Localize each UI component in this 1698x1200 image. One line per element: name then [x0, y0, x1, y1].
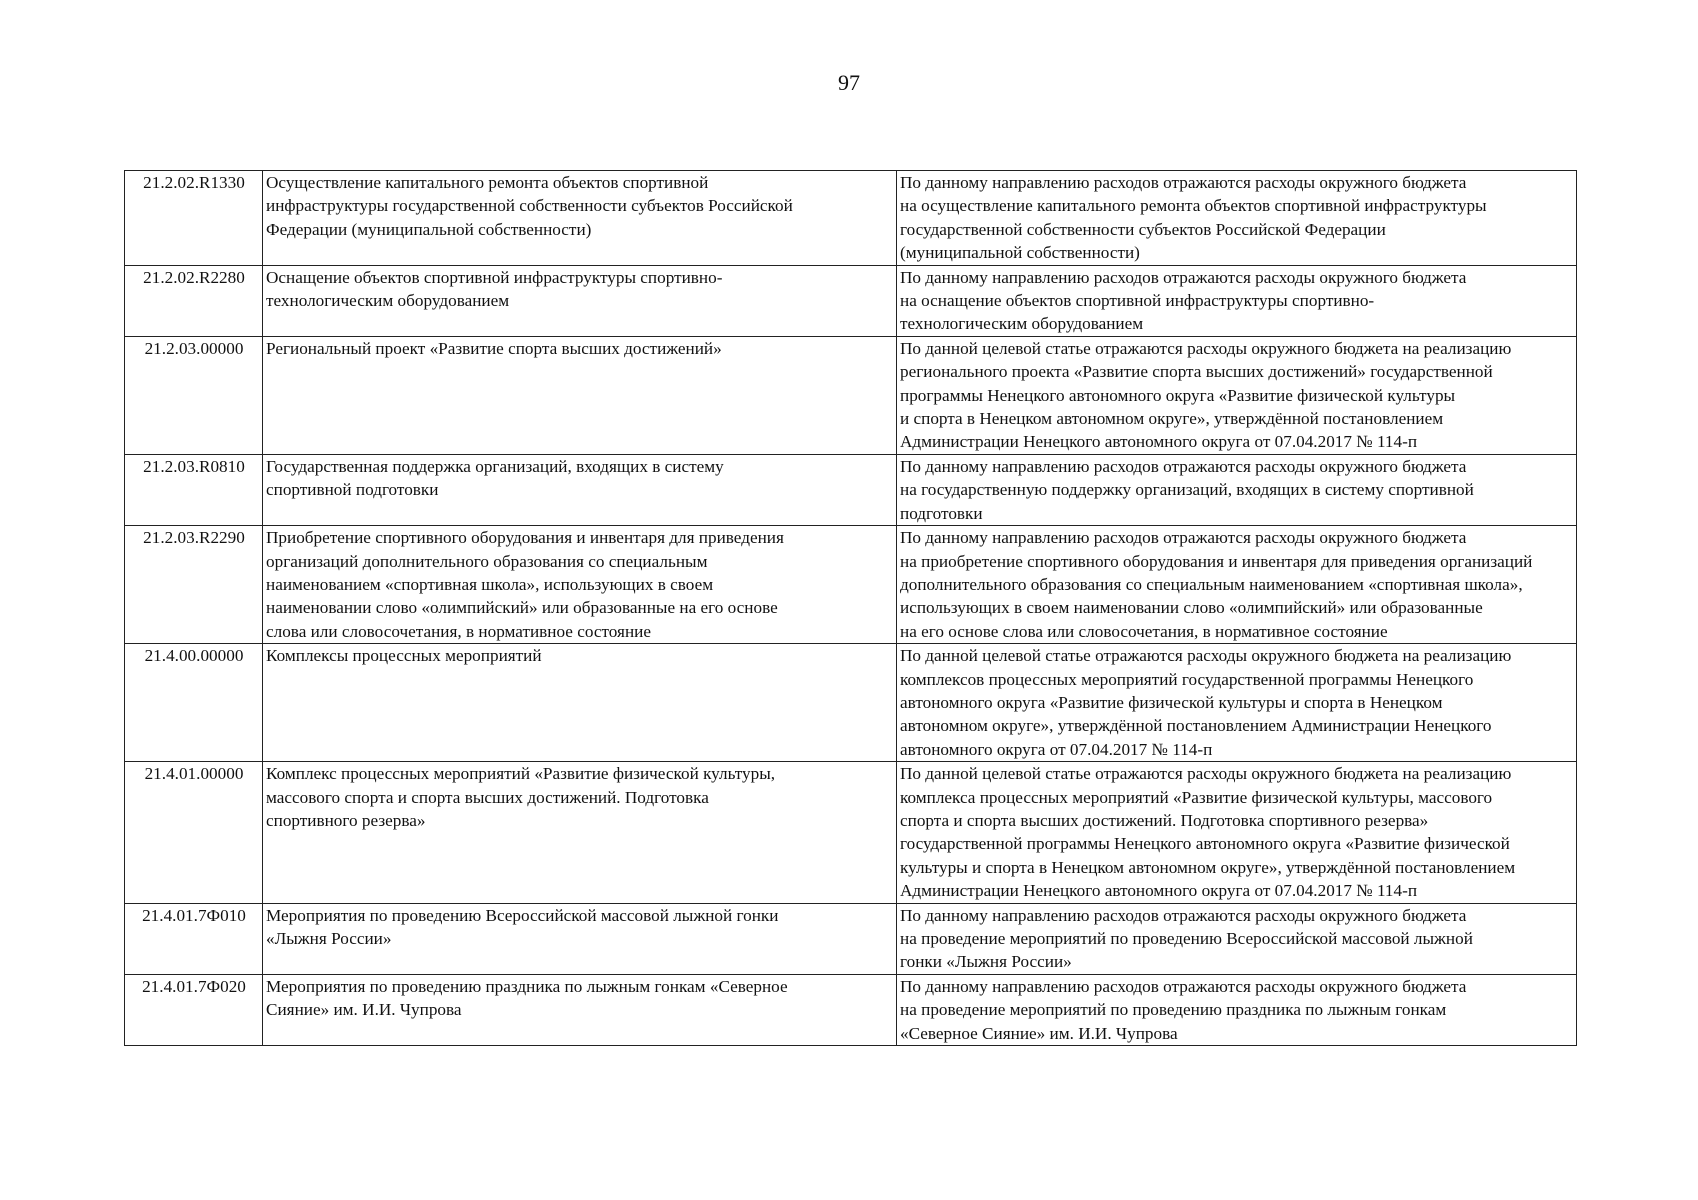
target-article-code: 21.2.02.R2280 — [125, 265, 263, 336]
target-article-code: 21.4.01.7Ф020 — [125, 974, 263, 1045]
target-article-description: По данному направлению расходов отражаются расходы окружного бюджета на осуществление капитального ремонта объектов спортивной инфраструктуры государственной собственности субъектов Российской Федерации (муниципальной собственности) — [897, 171, 1577, 266]
target-article-name: Оснащение объектов спортивной инфраструктуры спортивно- технологическим оборудованием — [263, 265, 897, 336]
table-row — [125, 644, 1577, 762]
target-article-code: 21.2.03.R2290 — [125, 526, 263, 644]
target-article-code: 21.4.01.7Ф010 — [125, 903, 263, 974]
target-article-description: По данному направлению расходов отражаются расходы окружного бюджета на проведение мероприятий по проведению праздника по лыжным гонкам «Северное Сияние» им. И.И. Чупрова — [897, 974, 1577, 1045]
table-row — [125, 336, 1577, 454]
table-row — [125, 762, 1577, 903]
table-row — [125, 171, 1577, 266]
target-article-name: Осуществление капитального ремонта объектов спортивной инфраструктуры государственной собственности субъектов Российской Федерации (муниципальной собственности) — [263, 171, 897, 266]
target-article-description: По данному направлению расходов отражаются расходы окружного бюджета на государственную поддержку организаций, входящих в систему спортивной подготовки — [897, 454, 1577, 525]
target-article-name: Приобретение спортивного оборудования и инвентаря для приведения организаций дополнительного образования со специальным наименованием «спортивная школа», использующих в своем наименовании слово «олимпийский» или образованные на его основе слова или словосочетания, в нормативное состояние — [263, 526, 897, 644]
target-article-description: По данному направлению расходов отражаются расходы окружного бюджета на приобретение спортивного оборудования и инвентаря для приведения организаций дополнительного образования со специальным наименованием «спортивная школа», использующих в своем наименовании слово «олимпийский» или образованные на его основе слова или словосочетания, в нормативное состояние — [897, 526, 1577, 644]
target-article-name: Комплекс процессных мероприятий «Развитие физической культуры, массового спорта и спорта высших достижений. Подготовка спортивного резерва» — [263, 762, 897, 903]
target-article-code: 21.4.01.00000 — [125, 762, 263, 903]
target-article-name: Государственная поддержка организаций, входящих в систему спортивной подготовки — [263, 454, 897, 525]
target-article-name: Региональный проект «Развитие спорта высших достижений» — [263, 336, 897, 454]
table-row — [125, 974, 1577, 1045]
target-article-code: 21.4.00.00000 — [125, 644, 263, 762]
page-number: 97 — [838, 70, 860, 95]
target-article-description: По данной целевой статье отражаются расходы окружного бюджета на реализацию комплексов процессных мероприятий государственной программы Ненецкого автономного округа «Развитие физической культуры и спорта в Ненецком автономном округе», утверждённой постановлением Администрации Ненецкого автономного округа от 07.04.2017 № 114-п — [897, 644, 1577, 762]
target-article-description: По данной целевой статье отражаются расходы окружного бюджета на реализацию комплекса процессных мероприятий «Развитие физической культуры, массового спорта и спорта высших достижений. Подготовка спортивного резерва» государственной программы Ненецкого автономного округа «Развитие физической культуры и спорта в Ненецком автономном округе», утверждённой постановлением Администрации Ненецкого автономного округа от 07.04.2017 № 114-п — [897, 762, 1577, 903]
target-article-code: 21.2.03.00000 — [125, 336, 263, 454]
target-article-name: Комплексы процессных мероприятий — [263, 644, 897, 762]
target-article-description: По данному направлению расходов отражаются расходы окружного бюджета на оснащение объектов спортивной инфраструктуры спортивно- технологическим оборудованием — [897, 265, 1577, 336]
table-row — [125, 903, 1577, 974]
target-article-description: По данной целевой статье отражаются расходы окружного бюджета на реализацию регионального проекта «Развитие спорта высших достижений» государственной программы Ненецкого автономного округа «Развитие физической культуры и спорта в Ненецком автономном округе», утверждённой постановлением Администрации Ненецкого автономного округа от 07.04.2017 № 114-п — [897, 336, 1577, 454]
target-article-name: Мероприятия по проведению праздника по лыжным гонкам «Северное Сияние» им. И.И. Чупрова — [263, 974, 897, 1045]
budget-classification-table — [124, 170, 1577, 1046]
target-article-code: 21.2.02.R1330 — [125, 171, 263, 266]
target-article-code: 21.2.03.R0810 — [125, 454, 263, 525]
table-row — [125, 454, 1577, 525]
table-row — [125, 526, 1577, 644]
target-article-description: По данному направлению расходов отражаются расходы окружного бюджета на проведение мероприятий по проведению Всероссийской массовой лыжной гонки «Лыжня России» — [897, 903, 1577, 974]
target-article-name: Мероприятия по проведению Всероссийской массовой лыжной гонки «Лыжня России» — [263, 903, 897, 974]
table-row — [125, 265, 1577, 336]
